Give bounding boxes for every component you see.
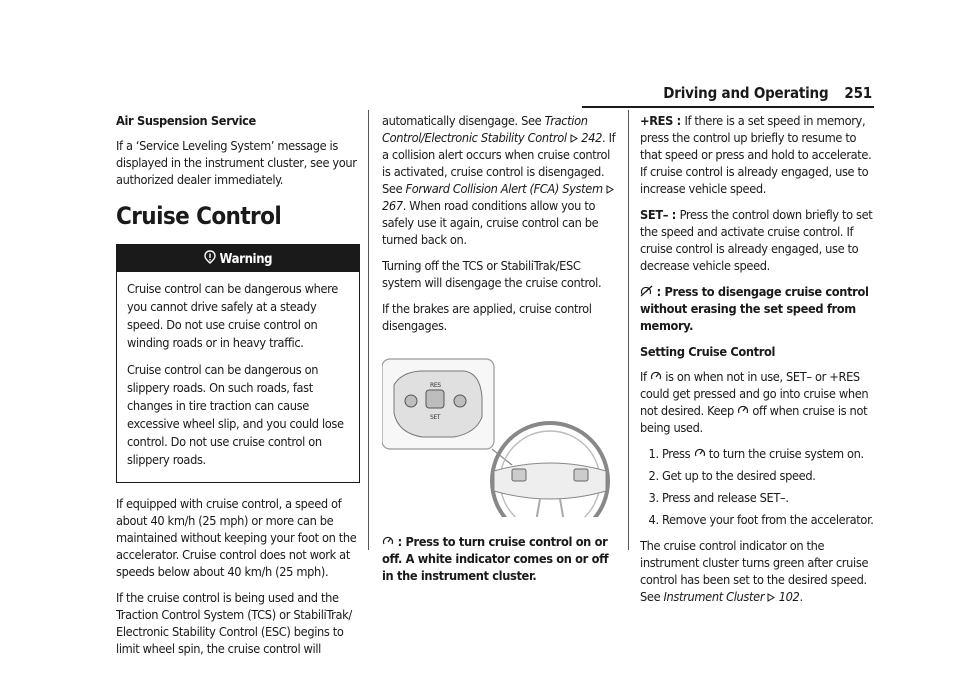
cruise-on-off-icon [650,370,662,382]
paragraph: If the cruise control is being used and the Traction Control System (TCS) or StabiliTrak/ Electronic Stability Control (ESC) begins to limit wheel spin, the cruise control will [116,590,352,656]
column-2 [382,112,618,593]
paragraph: automatically disengage. See Traction Control/Electronic Stability Control 242. If a collision alert occurs when cruise control is activated, cruise control is disengaged. See Forward Collision Alert (FCA) System 267. When road conditions allow you to safely use it again, cruise control can be turned back on. [382,113,616,247]
section-heading: Cruise Control [116,202,282,230]
column-divider [628,110,629,550]
paragraph: SET– : Press the control down briefly to set the speed and activate cruise control. If cruise control is already engaged, use to decrease vehicle speed. [640,207,873,273]
column-1 [116,112,360,666]
section-title: Driving and Operating [663,84,829,102]
cruise-on-off-icon [694,447,706,459]
warning-body [117,272,359,482]
page-ref-icon [767,593,775,602]
page-number: 251 [844,84,872,102]
list-item: 3. Press and release SET–. [662,489,876,506]
column-3 [640,112,876,614]
set-label: SET [430,414,441,421]
paragraph: The cruise control indicator on the instrument cluster turns green after cruise control has been set to the desired speed. See Instrument Cluster 102. [640,538,869,604]
link-instrument-cluster[interactable]: Instrument Cluster [663,589,765,604]
warning-paragraph: Cruise control can be dangerous where you cannot drive safely at a steady speed. Do not use cruise control on winding roads or in heavy traffic. [127,281,338,350]
steps-list [640,445,876,528]
sub-heading-air-suspension: Air Suspension Service [116,113,256,128]
cruise-cancel-icon [640,285,653,297]
paragraph: : Press to turn cruise control on or off. A white indicator comes on or off in the instrument cluster. [382,534,609,583]
header-rule [582,106,874,108]
page-header [663,84,872,102]
cruise-on-off-icon [737,404,749,416]
warning-header [117,245,359,272]
warning-icon [204,250,216,264]
page-ref-icon [606,185,614,194]
paragraph: If is on when not in use, SET– or +RES could get pressed and go into cruise when not desired. Keep off when cruise is not being used. [640,369,869,435]
paragraph: Turning off the TCS or StabiliTrak/ESC system will disengage the cruise control. [382,258,602,290]
sub-heading-setting-cruise: Setting Cruise Control [640,344,776,359]
list-item: 1. Press to turn the cruise system on. [662,445,876,462]
link-forward-collision-alert[interactable]: Forward Collision Alert (FCA) System [405,181,603,196]
list-item: 2. Get up to the desired speed. [662,467,876,484]
warning-box [116,244,360,483]
res-label: RES [430,382,441,389]
paragraph: If the brakes are applied, cruise control disengages. [382,301,592,333]
paragraph: : Press to disengage cruise control without erasing the set speed from memory. [640,284,869,333]
warning-paragraph: Cruise control can be dangerous on slippery roads. On such roads, fast changes in tire traction can cause excessive wheel slip, and you could lose control. Do not use cruise control on slippery roads. [127,362,344,467]
page-ref-icon [570,134,578,143]
wheel-hub [494,463,606,499]
paragraph: If a ‘Service Leveling System’ message is displayed in the instrument cluster, see your authorized dealer immediately. [116,138,357,187]
steering-wheel-controls-illustration [382,357,622,517]
column-divider [368,110,369,550]
paragraph: +RES : If there is a set speed in memory, press the control up briefly to resume to that speed or press and hold to accelerate. If cruise control is already engaged, use to increase vehicle speed. [640,113,872,196]
warning-title: Warning [219,252,273,267]
link-traction-control[interactable]: Traction Control/Electronic Stability Control [382,113,588,145]
list-item: 4. Remove your foot from the accelerator. [662,511,876,528]
cruise-on-off-icon [382,535,394,547]
paragraph: If equipped with cruise control, a speed of about 40 km/h (25 mph) or more can be maintained without keeping your foot on the accelerator. Cruise control does not work at speeds below about 40 km/h (25 mph). [116,496,357,579]
